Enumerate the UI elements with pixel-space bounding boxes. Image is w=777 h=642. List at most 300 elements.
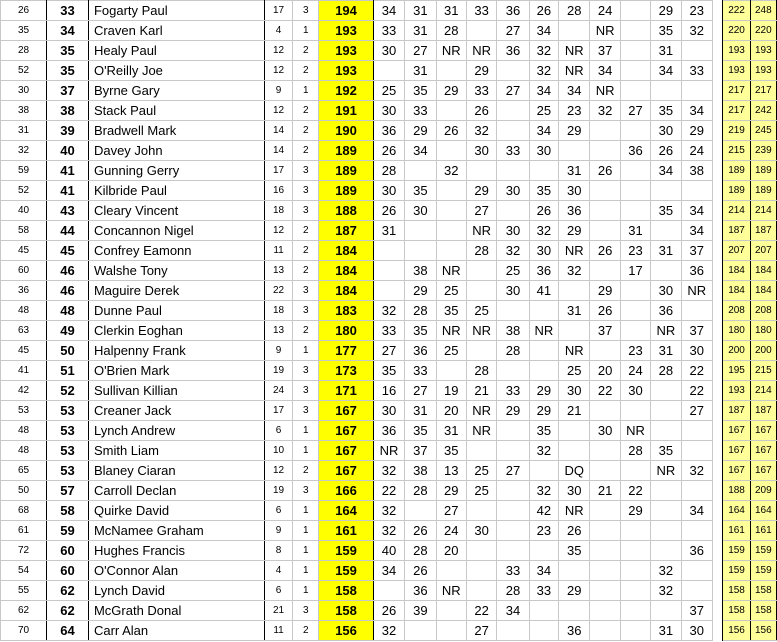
player-name: Cleary Vincent <box>88 201 264 221</box>
overall-total: 167 <box>723 441 750 461</box>
position: 41 <box>47 181 89 201</box>
total-score: 171 <box>319 381 373 401</box>
total-score: 161 <box>319 521 373 541</box>
events-played: 9 <box>264 81 292 101</box>
table-row <box>1 241 777 261</box>
total-score: 184 <box>319 241 373 261</box>
table-row <box>1 361 777 381</box>
total-score: 159 <box>319 541 373 561</box>
table-row <box>1 561 777 581</box>
round-score: 35 <box>651 441 681 461</box>
round-score: 32 <box>529 41 558 61</box>
table-row <box>1 201 777 221</box>
overall-total: 214 <box>723 201 750 221</box>
overall-total: 161 <box>723 521 750 541</box>
round-score: 36 <box>405 341 436 361</box>
position: 53 <box>47 421 89 441</box>
round-score: 28 <box>497 581 529 601</box>
round-score: NR <box>436 41 466 61</box>
round-score: 29 <box>651 1 681 21</box>
round-score <box>436 61 466 81</box>
round-score <box>529 461 558 481</box>
total-score: 167 <box>319 421 373 441</box>
position: 64 <box>47 621 89 641</box>
previous-position: 35 <box>1 21 47 41</box>
round-score: 22 <box>681 381 712 401</box>
overall-total: 167 <box>723 461 750 481</box>
round-score: 32 <box>373 521 404 541</box>
round-score: 31 <box>405 401 436 421</box>
events-played: 9 <box>264 341 292 361</box>
events-count: 3 <box>293 381 319 401</box>
events-count: 3 <box>293 361 319 381</box>
round-score <box>620 521 650 541</box>
events-played: 17 <box>264 401 292 421</box>
events-count: 2 <box>293 221 319 241</box>
round-score: 22 <box>466 601 496 621</box>
column-gap <box>712 181 722 201</box>
events-played: 6 <box>264 501 292 521</box>
grand-total: 193 <box>750 61 776 81</box>
round-score <box>620 621 650 641</box>
round-score: 33 <box>466 1 496 21</box>
grand-total: 209 <box>750 481 776 501</box>
round-score: 28 <box>620 441 650 461</box>
events-played: 19 <box>264 481 292 501</box>
round-score: 36 <box>497 41 529 61</box>
overall-total: 159 <box>723 561 750 581</box>
overall-total: 200 <box>723 341 750 361</box>
round-score: 26 <box>559 521 590 541</box>
total-score: 164 <box>319 501 373 521</box>
round-score <box>590 441 620 461</box>
round-score: 23 <box>529 521 558 541</box>
column-gap <box>712 61 722 81</box>
events-count: 1 <box>293 581 319 601</box>
round-score <box>590 341 620 361</box>
table-row <box>1 321 777 341</box>
round-score: 27 <box>466 201 496 221</box>
events-played: 17 <box>264 1 292 21</box>
round-score: 23 <box>559 101 590 121</box>
round-score: 34 <box>529 121 558 141</box>
overall-total: 193 <box>723 41 750 61</box>
round-score: 27 <box>466 621 496 641</box>
round-score <box>466 261 496 281</box>
previous-position: 36 <box>1 281 47 301</box>
round-score <box>590 141 620 161</box>
round-score: 34 <box>590 61 620 81</box>
position: 45 <box>47 241 89 261</box>
table-row <box>1 581 777 601</box>
player-name: Dunne Paul <box>88 301 264 321</box>
round-score: 34 <box>651 61 681 81</box>
table-row <box>1 621 777 641</box>
round-score <box>620 401 650 421</box>
player-name: Walshe Tony <box>88 261 264 281</box>
round-score <box>405 241 436 261</box>
grand-total: 245 <box>750 121 776 141</box>
round-score: 38 <box>681 161 712 181</box>
round-score <box>681 521 712 541</box>
round-score: 21 <box>590 481 620 501</box>
round-score: DQ <box>559 461 590 481</box>
overall-total: 184 <box>723 261 750 281</box>
table-row <box>1 261 777 281</box>
column-gap <box>712 41 722 61</box>
round-score <box>497 61 529 81</box>
events-count: 3 <box>293 1 319 21</box>
round-score: 27 <box>497 461 529 481</box>
round-score: 34 <box>497 601 529 621</box>
column-gap <box>712 141 722 161</box>
round-score: 34 <box>529 21 558 41</box>
player-name: McNamee Graham <box>88 521 264 541</box>
events-count: 3 <box>293 201 319 221</box>
round-score <box>497 101 529 121</box>
round-score <box>529 161 558 181</box>
round-score <box>681 421 712 441</box>
round-score <box>590 521 620 541</box>
round-score: NR <box>466 221 496 241</box>
previous-position: 59 <box>1 161 47 181</box>
player-name: Sullivan Killian <box>88 381 264 401</box>
events-count: 3 <box>293 181 319 201</box>
round-score <box>497 521 529 541</box>
table-row <box>1 481 777 501</box>
round-score <box>620 21 650 41</box>
round-score: 31 <box>559 161 590 181</box>
player-name: Clerkin Eoghan <box>88 321 264 341</box>
player-name: O'Reilly Joe <box>88 61 264 81</box>
round-score: 29 <box>529 381 558 401</box>
round-score: 25 <box>466 481 496 501</box>
round-score: 22 <box>681 361 712 381</box>
round-score: 26 <box>590 301 620 321</box>
round-score: 32 <box>436 161 466 181</box>
round-score: 36 <box>373 121 404 141</box>
round-score: 34 <box>681 221 712 241</box>
round-score: 34 <box>373 561 404 581</box>
events-played: 11 <box>264 241 292 261</box>
position: 44 <box>47 221 89 241</box>
round-score <box>466 21 496 41</box>
events-played: 4 <box>264 21 292 41</box>
round-score: NR <box>559 61 590 81</box>
round-score: 34 <box>529 81 558 101</box>
total-score: 158 <box>319 581 373 601</box>
events-played: 4 <box>264 561 292 581</box>
overall-total: 222 <box>723 1 750 21</box>
player-name: Healy Paul <box>88 41 264 61</box>
round-score: 35 <box>436 301 466 321</box>
round-score <box>559 421 590 441</box>
previous-position: 55 <box>1 581 47 601</box>
table-row <box>1 501 777 521</box>
round-score: NR <box>590 21 620 41</box>
round-score: 30 <box>651 121 681 141</box>
round-score <box>590 601 620 621</box>
overall-total: 189 <box>723 161 750 181</box>
position: 41 <box>47 161 89 181</box>
round-score <box>466 341 496 361</box>
round-score: 32 <box>681 21 712 41</box>
round-score: NR <box>466 41 496 61</box>
player-name: O'Connor Alan <box>88 561 264 581</box>
column-gap <box>712 541 722 561</box>
round-score: 19 <box>436 381 466 401</box>
round-score: 22 <box>620 481 650 501</box>
player-name: Maguire Derek <box>88 281 264 301</box>
round-score: 27 <box>497 81 529 101</box>
round-score <box>497 161 529 181</box>
round-score: 31 <box>651 621 681 641</box>
round-score <box>651 401 681 421</box>
round-score: 25 <box>436 281 466 301</box>
table-row <box>1 21 777 41</box>
round-score <box>436 201 466 221</box>
round-score <box>466 581 496 601</box>
position: 49 <box>47 321 89 341</box>
grand-total: 214 <box>750 201 776 221</box>
overall-total: 217 <box>723 81 750 101</box>
events-played: 9 <box>264 521 292 541</box>
player-name: Carroll Declan <box>88 481 264 501</box>
events-played: 6 <box>264 581 292 601</box>
round-score: 33 <box>405 361 436 381</box>
round-score: 26 <box>529 1 558 21</box>
previous-position: 63 <box>1 321 47 341</box>
events-played: 11 <box>264 621 292 641</box>
round-score: 35 <box>373 361 404 381</box>
round-score: 30 <box>497 281 529 301</box>
events-played: 12 <box>264 101 292 121</box>
events-played: 14 <box>264 141 292 161</box>
round-score <box>651 81 681 101</box>
round-score <box>651 261 681 281</box>
round-score: 21 <box>559 401 590 421</box>
round-score: 34 <box>373 1 404 21</box>
round-score: 17 <box>620 261 650 281</box>
overall-total: 187 <box>723 221 750 241</box>
position: 53 <box>47 401 89 421</box>
round-score: 29 <box>529 401 558 421</box>
round-score: 38 <box>405 261 436 281</box>
round-score: 26 <box>373 141 404 161</box>
column-gap <box>712 221 722 241</box>
overall-total: 188 <box>723 481 750 501</box>
overall-total: 180 <box>723 321 750 341</box>
grand-total: 164 <box>750 501 776 521</box>
round-score <box>373 261 404 281</box>
grand-total: 184 <box>750 261 776 281</box>
player-name: Halpenny Frank <box>88 341 264 361</box>
player-name: Creaner Jack <box>88 401 264 421</box>
round-score: 30 <box>559 481 590 501</box>
grand-total: 156 <box>750 621 776 641</box>
events-played: 17 <box>264 161 292 181</box>
events-played: 14 <box>264 121 292 141</box>
position: 53 <box>47 441 89 461</box>
round-score <box>620 281 650 301</box>
events-count: 3 <box>293 281 319 301</box>
position: 60 <box>47 541 89 561</box>
table-row <box>1 281 777 301</box>
previous-position: 48 <box>1 421 47 441</box>
round-score: 31 <box>405 21 436 41</box>
round-score: 29 <box>436 481 466 501</box>
player-name: Gunning Gerry <box>88 161 264 181</box>
round-score: 31 <box>651 241 681 261</box>
round-score: 24 <box>620 361 650 381</box>
round-score <box>497 361 529 381</box>
player-name: Hughes Francis <box>88 541 264 561</box>
round-score: 32 <box>651 581 681 601</box>
round-score: 35 <box>405 181 436 201</box>
events-played: 16 <box>264 181 292 201</box>
position: 46 <box>47 281 89 301</box>
events-count: 2 <box>293 61 319 81</box>
round-score: 31 <box>651 341 681 361</box>
round-score: 31 <box>559 301 590 321</box>
round-score: 26 <box>651 141 681 161</box>
round-score <box>559 561 590 581</box>
total-score: 189 <box>319 141 373 161</box>
round-score: 33 <box>466 81 496 101</box>
round-score: 28 <box>466 241 496 261</box>
column-gap <box>712 621 722 641</box>
round-score <box>497 301 529 321</box>
round-score <box>590 541 620 561</box>
round-score <box>620 301 650 321</box>
total-score: 177 <box>319 341 373 361</box>
round-score <box>466 281 496 301</box>
player-name: Lynch David <box>88 581 264 601</box>
column-gap <box>712 381 722 401</box>
round-score: 33 <box>497 381 529 401</box>
grand-total: 158 <box>750 581 776 601</box>
round-score: 22 <box>590 381 620 401</box>
round-score: 38 <box>405 461 436 481</box>
events-count: 2 <box>293 41 319 61</box>
round-score <box>651 221 681 241</box>
events-count: 3 <box>293 161 319 181</box>
round-score <box>681 561 712 581</box>
round-score: 26 <box>590 241 620 261</box>
events-played: 12 <box>264 461 292 481</box>
round-score <box>590 621 620 641</box>
overall-total: 158 <box>723 581 750 601</box>
round-score: 23 <box>620 341 650 361</box>
events-count: 1 <box>293 541 319 561</box>
previous-position: 50 <box>1 481 47 501</box>
overall-total: 208 <box>723 301 750 321</box>
round-score: 34 <box>559 81 590 101</box>
position: 57 <box>47 481 89 501</box>
round-score: NR <box>559 501 590 521</box>
position: 46 <box>47 261 89 281</box>
events-count: 3 <box>293 401 319 421</box>
round-score <box>651 501 681 521</box>
round-score: 32 <box>373 301 404 321</box>
total-score: 184 <box>319 261 373 281</box>
round-score: 25 <box>466 301 496 321</box>
round-score <box>620 581 650 601</box>
round-score: 30 <box>681 621 712 641</box>
position: 34 <box>47 21 89 41</box>
round-score <box>405 501 436 521</box>
overall-total: 220 <box>723 21 750 41</box>
round-score: 38 <box>497 321 529 341</box>
total-score: 180 <box>319 321 373 341</box>
previous-position: 70 <box>1 621 47 641</box>
round-score: 29 <box>681 121 712 141</box>
column-gap <box>712 321 722 341</box>
round-score <box>620 81 650 101</box>
grand-total: 189 <box>750 161 776 181</box>
round-score: 35 <box>651 101 681 121</box>
table-row <box>1 441 777 461</box>
round-score <box>651 601 681 621</box>
round-score: 41 <box>529 281 558 301</box>
column-gap <box>712 521 722 541</box>
round-score <box>436 241 466 261</box>
round-score <box>436 621 466 641</box>
events-played: 12 <box>264 221 292 241</box>
round-score: 22 <box>373 481 404 501</box>
round-score: NR <box>559 241 590 261</box>
round-score <box>497 121 529 141</box>
round-score <box>497 421 529 441</box>
round-score: 30 <box>497 181 529 201</box>
round-score <box>620 121 650 141</box>
grand-total: 189 <box>750 181 776 201</box>
round-score: NR <box>436 321 466 341</box>
round-score <box>405 621 436 641</box>
total-score: 183 <box>319 301 373 321</box>
round-score: 27 <box>497 21 529 41</box>
round-score <box>559 21 590 41</box>
total-score: 188 <box>319 201 373 221</box>
round-score: 36 <box>620 141 650 161</box>
column-gap <box>712 161 722 181</box>
table-row <box>1 461 777 481</box>
round-score: 26 <box>466 101 496 121</box>
events-count: 1 <box>293 441 319 461</box>
round-score: 30 <box>559 381 590 401</box>
round-score: 29 <box>466 181 496 201</box>
round-score <box>529 361 558 381</box>
grand-total: 217 <box>750 81 776 101</box>
round-score <box>620 561 650 581</box>
position: 35 <box>47 41 89 61</box>
round-score <box>466 541 496 561</box>
events-count: 3 <box>293 301 319 321</box>
previous-position: 61 <box>1 521 47 541</box>
round-score: 34 <box>651 161 681 181</box>
round-score <box>436 361 466 381</box>
round-score <box>590 181 620 201</box>
previous-position: 28 <box>1 41 47 61</box>
previous-position: 52 <box>1 61 47 81</box>
player-name: Concannon Nigel <box>88 221 264 241</box>
grand-total: 161 <box>750 521 776 541</box>
round-score <box>559 281 590 301</box>
total-score: 159 <box>319 561 373 581</box>
events-count: 2 <box>293 621 319 641</box>
round-score: NR <box>651 321 681 341</box>
overall-total: 189 <box>723 181 750 201</box>
